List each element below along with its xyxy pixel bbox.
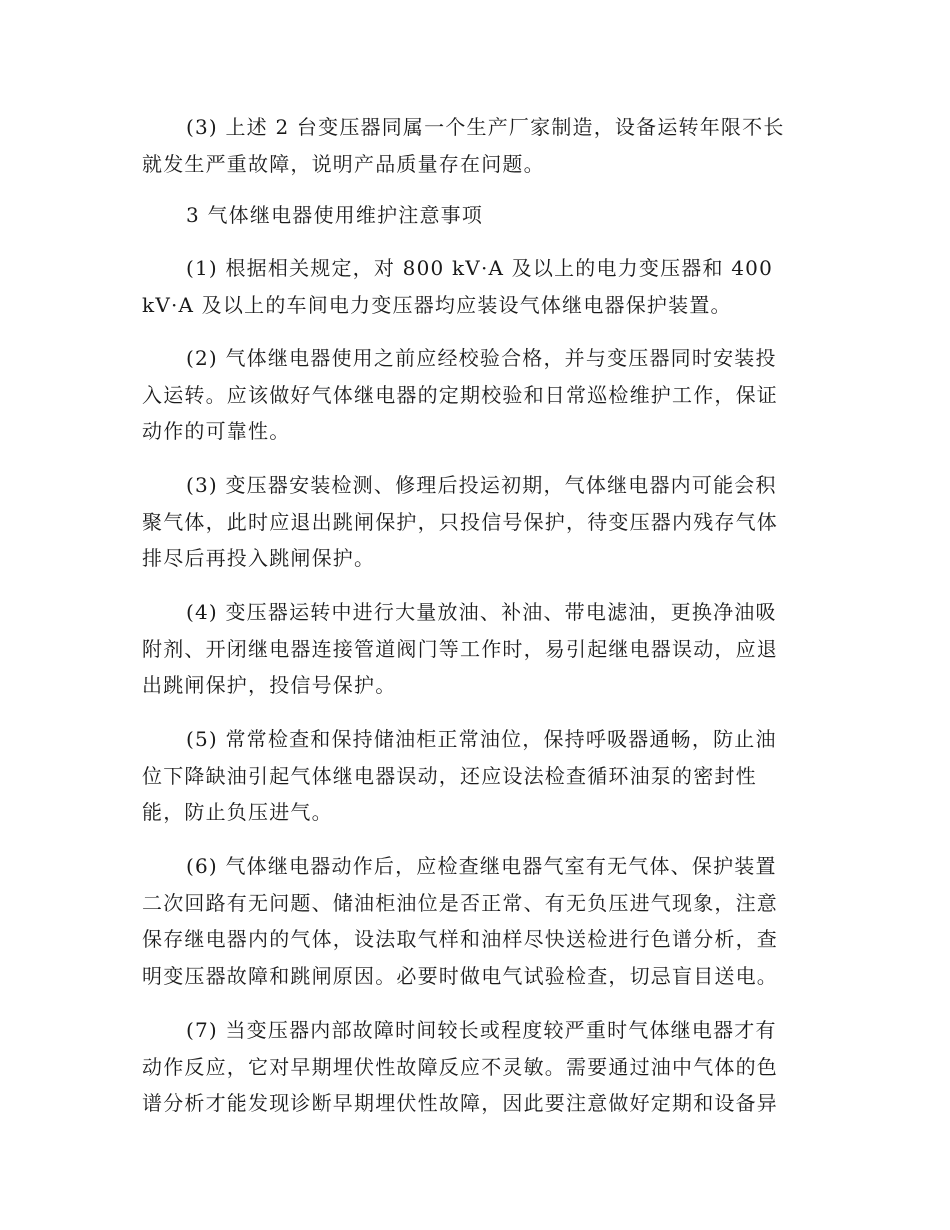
text-line: 谱分析才能发现诊断早期埋伏性故障，因此要注意做好定期和设备异 [142, 1091, 778, 1115]
text-line: 3 气体继电器使用维护注意事项 [186, 203, 484, 227]
text-line: 二次回路有无问题、储油柜油位是否正常、有无负压进气现象，注意 [142, 890, 778, 915]
section-heading [142, 197, 802, 234]
paragraph-item-6 [142, 848, 802, 994]
paragraph-item-2 [142, 340, 802, 450]
text-line: (3) 上述 2 台变压器同属一个生产厂家制造，设备运转年限不长 [186, 115, 785, 139]
text-line: 明变压器故障和跳闸原因。必要时做电气试验检查，切忌盲目送电。 [142, 963, 778, 988]
paragraph-item-1 [142, 250, 802, 323]
text-line: 位下降缺油引起气体继电器误动，还应设法检查循环油泵的密封性 [142, 763, 757, 788]
text-line: 入运转。应该做好气体继电器的定期校验和日常巡检维护工作，保证 [142, 382, 778, 407]
text-line: (5) 常常检查和保持储油柜正常油位，保持呼吸器通畅，防止油 [186, 727, 777, 751]
text-line: 附剂、开闭继电器连接管道阀门等工作时，易引起继电器误动，应退 [142, 636, 778, 661]
paragraph-item-5 [142, 721, 802, 831]
text-line: 动作反应，它对早期埋伏性故障反应不灵敏。需要通过油中气体的色 [142, 1054, 778, 1079]
paragraph-quality-issue [142, 109, 802, 182]
paragraph-item-4 [142, 594, 802, 704]
text-line: 出跳闸保护，投信号保护。 [142, 673, 397, 697]
text-line: 聚气体，此时应退出跳闸保护，只投信号保护，待变压器内残存气体 [142, 509, 778, 534]
text-line: 排尽后再投入跳闸保护。 [142, 546, 376, 570]
paragraph-item-7 [142, 1012, 802, 1122]
text-line: kV·A 及以上的车间电力变压器均应装设气体继电器保护装置。 [142, 292, 732, 317]
text-line: (7) 当变压器内部故障时间较长或程度较严重时气体继电器才有 [186, 1018, 777, 1042]
text-line: 能，防止负压进气。 [142, 800, 333, 824]
text-line: (3) 变压器安装检测、修理后投运初期，气体继电器内可能会积 [186, 473, 777, 497]
text-line: 保存继电器内的气体，设法取气样和油样尽快送检进行色谱分析，查 [142, 927, 778, 951]
text-line: (4) 变压器运转中进行大量放油、补油、带电滤油，更换净油吸 [186, 600, 777, 624]
text-line: (1) 根据相关规定，对 800 kV·A 及以上的电力变压器和 400 [186, 256, 774, 280]
paragraph-item-3 [142, 467, 802, 577]
text-line: 动作的可靠性。 [142, 419, 291, 443]
text-line: (2) 气体继电器使用之前应经校验合格，并与变压器同时安装投 [186, 346, 777, 370]
text-line: (6) 气体继电器动作后，应检查继电器气室有无气体、保护装置 [186, 854, 777, 878]
text-line: 就发生严重故障，说明产品质量存在问题。 [142, 151, 545, 176]
